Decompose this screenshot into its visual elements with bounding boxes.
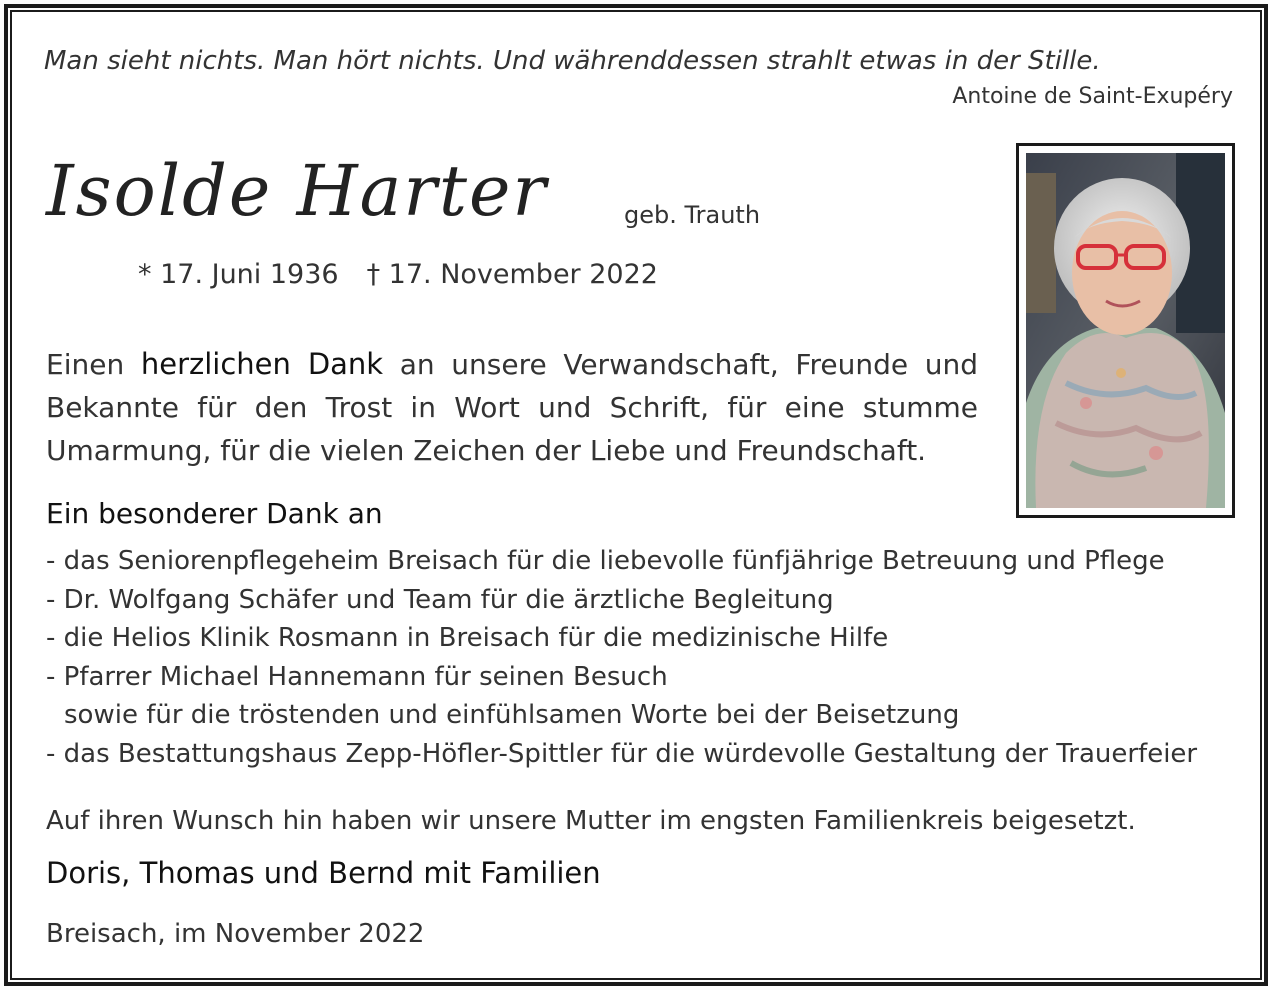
thanks-paragraph bbox=[46, 343, 978, 472]
deceased-name: Isolde Harter bbox=[46, 150, 548, 232]
list-item-continuation: sowie für die tröstenden und einfühlsamen Worte bei der Beisetzung bbox=[64, 700, 960, 730]
list-item: - Pfarrer Michael Hannemann für seinen Besuch bbox=[46, 661, 668, 692]
list-item: - die Helios Klinik Rosmann in Breisach für die medizinische Hilfe bbox=[46, 623, 889, 653]
portrait-image bbox=[1026, 153, 1225, 508]
place-date: Breisach, im November 2022 bbox=[46, 919, 425, 949]
thanks-emphasis: herzlichen Dank bbox=[140, 347, 384, 381]
quote-text: Man sieht nichts. Man hört nichts. Und währenddessen strahlt etwas in der Stille. bbox=[44, 46, 1101, 76]
birth-date: * 17. Juni 1936 bbox=[138, 259, 339, 290]
thanks-lead: Einen bbox=[46, 348, 125, 381]
list-item: - das Seniorenpflegeheim Breisach für die liebevolle fünfjährige Betreuung und Pflege bbox=[46, 546, 1165, 576]
life-dates bbox=[138, 259, 658, 290]
burial-note: Auf ihren Wunsch hin haben wir unsere Mutter im engsten Familienkreis beigesetzt. bbox=[46, 806, 1136, 836]
special-thanks-list bbox=[46, 542, 1197, 773]
list-item: - das Bestattungshaus Zepp-Höfler-Spittler für die würdevolle Gestaltung der Trauerfeier bbox=[46, 738, 1198, 769]
thanks-body: an unsere Verwandschaft, Freunde und Bekannte für den Trost in Wort und Schrift, für eine stumme Umarmung, für die vielen Zeichen der Liebe und Freundschaft. bbox=[46, 348, 978, 467]
family-signature: Doris, Thomas und Bernd mit Familien bbox=[46, 856, 601, 890]
list-item: - Dr. Wolfgang Schäfer und Team für die ärztliche Begleitung bbox=[46, 584, 834, 615]
quote-author: Antoine de Saint-Exupéry bbox=[952, 84, 1233, 109]
maiden-name: geb. Trauth bbox=[624, 201, 761, 229]
death-date: † 17. November 2022 bbox=[366, 259, 658, 290]
special-thanks-heading: Ein besonderer Dank an bbox=[46, 497, 383, 530]
portrait-photo bbox=[1016, 143, 1235, 518]
